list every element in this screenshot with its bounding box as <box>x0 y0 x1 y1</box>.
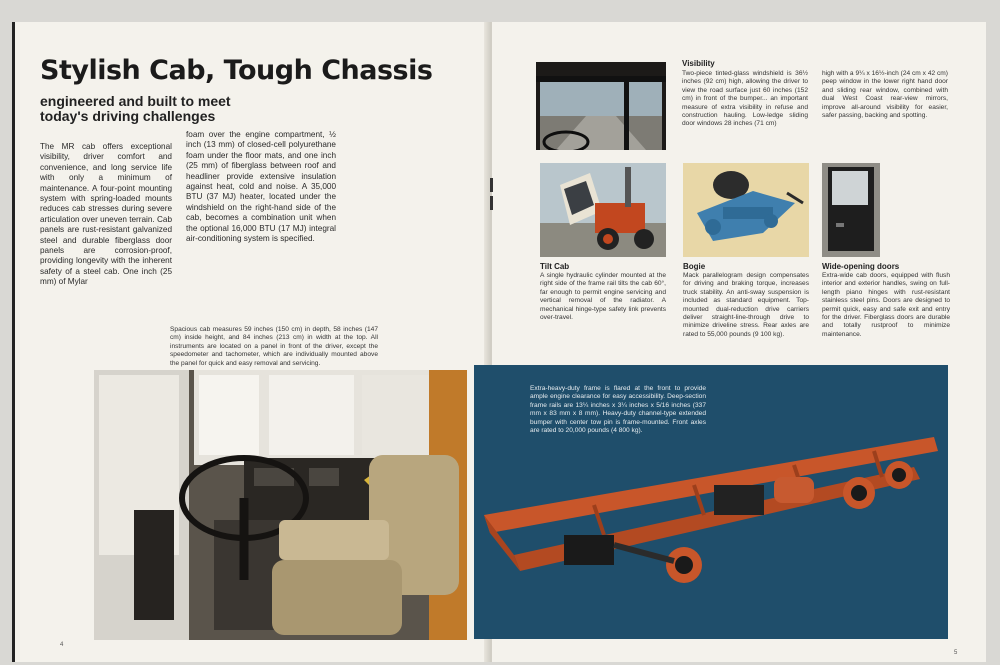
windshield-view-illustration <box>536 62 666 150</box>
visibility-photo <box>536 62 666 150</box>
page-subtitle: engineered and built to meet today's driving challenges <box>40 93 231 124</box>
body-text-col1: The MR cab offers exceptional visibility, driver comfort and convenience, and long service life with only a minimum of maintenance. A four-point mounting system with spring-loaded mounts reduces cab stresses during severe articulation over uneven terrain. Cab panels are rust-resistant galvanized steel and durable fiberglass door panels are corrosion-proof, providing longevity with the inherent safety of a steel cab. One inch (25 mm) of Mylar <box>40 142 172 287</box>
tilt-cab-text: A single hydraulic cylinder mounted at the right side of the frame rail tilts the cab 60°, far enough to permit engine servicing and vertical removal of the radiator. A mechanical hinge-type safety link prevents over-travel. <box>540 272 666 322</box>
visibility-text-b: high with a 9¼ x 16½-inch (24 cm x 42 cm) peep window in the lower right hand door and sliding rear window, combined with dual West Coast rear-view mirrors, improve all-around visibility for easier, safer passing, backing and spotting. <box>822 70 948 120</box>
cab-interior-illustration <box>94 370 467 640</box>
doors-title: Wide-opening doors <box>822 262 900 271</box>
cab-caption: Spacious cab measures 59 inches (150 cm) in depth, 58 inches (147 cm) inside height, and 84 inches (213 cm) in width at the top. All instruments are located on a panel in front of the driver, except the speedometer and tachometer, which are individually mounted above the panel for quick and easy removal and servicing. <box>170 326 378 367</box>
tilt-cab-title: Tilt Cab <box>540 262 570 271</box>
door-photo <box>822 163 880 257</box>
cab-interior-photo <box>94 370 467 640</box>
bogie-text: Mack parallelogram design compensates for driving and braking torque, increases truck stability. An anti-sway suspension is included as standard equipment. Top-mounted dual-reduction drive carriers deliver straight-line-through drive to minimize driveline stress. Rear axles are rated to 55,000 pounds (9 100 kg). <box>683 272 809 338</box>
bogie-illustration <box>683 163 809 257</box>
frame-caption: Extra-heavy-duty frame is flared at the front to provide ample engine clearance for easy accessibility. Deep-section frame rails are 13¼ inches x 3¼ inches x 5/16 inches (337 mm x 83 mm x 8 mm). Heavy-duty channel-type extended bumper with center tow pin is frame-mounted. Front axles are rated to 20,000 pounds (4 800 kg). <box>530 385 706 435</box>
page-number-left: 4 <box>60 642 64 648</box>
body-text-col2: foam over the engine compartment, ½ inch (13 mm) of closed-cell polyurethane foam under the floor mats, and one inch (25 mm) of fiberglass between roof and headliner provide extensive insulation against heat, cold and noise. A 35,000 BTU (37 MJ) heater, located under the windshield on the right-hand side of the cab, becomes a combination unit when the optional 16,000 BTU (17 MJ) integral air-conditioning system is specified. <box>186 130 336 244</box>
binding-staple-bottom <box>490 196 493 210</box>
visibility-text-a: Two-piece tinted-glass windshield is 36½ inches (92 cm) high, allowing the driver to view the road surface just 60 inches (152 cm) in front of the bumper... an important measure of extra visibility in refuse and construction hauling. Low-ledge sliding door windows 28 inches (71 cm) <box>682 70 808 128</box>
bogie-photo <box>683 163 809 257</box>
door-illustration <box>822 163 880 257</box>
doors-text: Extra-wide cab doors, equipped with flush interior and exterior handles, swing on full-length piano hinges with rust-resistant stainless steel pins. Doors are designed to permit quick, easy and safe exit and entry for the driver. Fiberglass doors are durable and totally rustproof to minimize maintenance. <box>822 272 950 338</box>
tilt-cab-photo <box>540 163 666 257</box>
page-number-right: 5 <box>954 650 958 656</box>
binding-staple-top <box>490 178 493 192</box>
bogie-title: Bogie <box>683 262 706 271</box>
tilt-cab-illustration <box>540 163 666 257</box>
visibility-title: Visibility <box>682 59 715 68</box>
page-title: Stylish Cab, Tough Chassis <box>40 55 433 86</box>
